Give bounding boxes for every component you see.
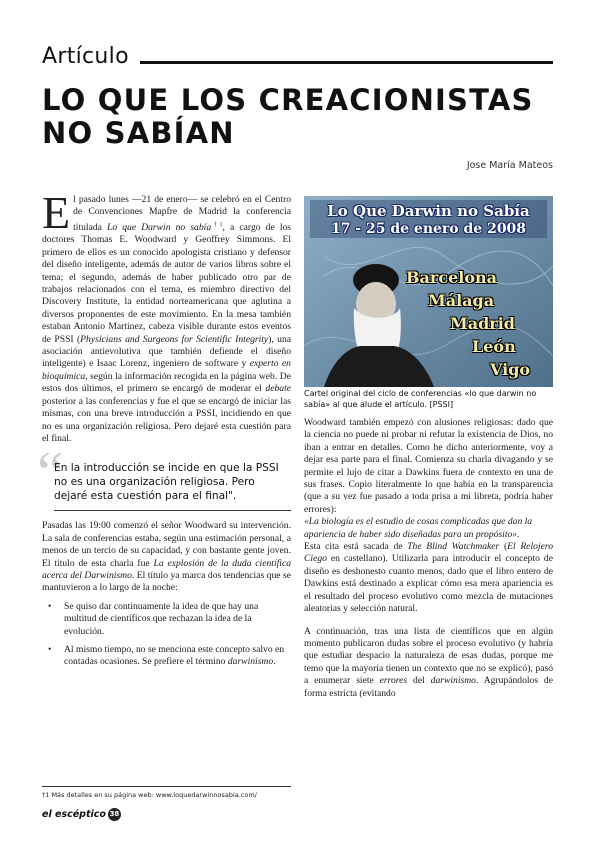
- paragraph: [304, 626, 553, 700]
- city-malaga: Málaga: [428, 291, 495, 310]
- book-title: El Relojero Ciego: [304, 541, 554, 565]
- poster-title: Lo Que Darwin no Sabía: [327, 202, 530, 220]
- author-byline: Jose María Mateos: [466, 160, 553, 171]
- pull-quote-rule: [54, 510, 291, 511]
- bullet-list: [42, 601, 291, 669]
- city-barcelona: Barcelona: [406, 268, 497, 287]
- poster-dates: 17 - 25 de enero de 2008: [330, 221, 527, 237]
- footnote: †1 Más detalles en su página web: www.loquedarwinnosabia.com/: [42, 791, 257, 799]
- paragraph: [42, 520, 291, 594]
- book-title: The Blind Watchmaker: [407, 541, 500, 553]
- list-item-text: Al mismo tiempo, no se menciona este concepto salvo en contadas ocasiones. Se prefiere el término: [64, 643, 285, 668]
- text-run: .: [273, 656, 276, 668]
- pull-quote-text: En la introducción se incide en que la PSSI no es una organización religiosa. Pero dejaré esta cuestión para el final".: [54, 462, 279, 503]
- text-run: (: [499, 541, 508, 553]
- org-name: Physicians and Surgeons for Scientific Integrity: [80, 333, 269, 345]
- text-run: en castellano). Utilizarla para introducir el concepto de diseño es deshonesto cuanto menos, dado que el libro entero de Dawkins está destinado a explicar cómo esa mera apariencia es el resultado del proceso evolutivo como mezcla de mutaciones aleatorias y selección natural.: [304, 553, 553, 615]
- text-run: Pasadas las 19:00 comenzó el señor Woodward su intervención. La sala de conferencias estaba, según una estimación personal, a menos de un tercio de su capacidad, y con bastante gente joven. El título de esta charla fue: [42, 520, 291, 569]
- list-item-text: Se quiso dar continuamente la idea de que hay una multitud de científicos que rechazan la idea de la evolución.: [64, 600, 259, 637]
- list-item: [42, 601, 291, 638]
- paragraph: [304, 541, 553, 615]
- conference-poster-image: [304, 196, 553, 387]
- text-run: A continuación, tras una lista de científicos que en algún momento publicaron dudas sobre el proceso evolutivo (y habría que estudiar despacio la naturaleza de esas dudas, porque me temo que la mayoría tienen un contexto que no se explicó), pasó a enumerar siete: [304, 625, 553, 687]
- paragraph: Woodward también empezó con alusiones religiosas: dado que la ciencia no puede ni probar ni refutar la existencia de Dios, no iban a entrar en detalles. Como he dicho anteriormente, voy a dejar esa parte para el final. Comienza su charla divagando y se permite el lujo de citar a Dawkins fuera de contexto en una de sus frases. Copio literalmente lo que había en la transparencia (que a su vez fue pasado a toda prisa a mi libreta, podría haber errores):: [304, 417, 553, 515]
- left-column: [37, 187, 292, 675]
- emphasis: errores: [379, 675, 408, 687]
- magazine-name: el escéptico: [42, 809, 106, 820]
- text-run: l pasado lunes —21 de enero— se celebró en el Centro de Convenciones Mapfre de Madrid la conferencia titulada: [73, 194, 291, 233]
- emphasis: darwinismo: [227, 656, 274, 668]
- emphasis: debate: [265, 383, 291, 395]
- text-run: , según la información recogida en la página web. De estos dos últimos, el primero se encargó de moderar el: [42, 370, 291, 395]
- talk-title: Lo que Darwin no sabía: [107, 222, 212, 233]
- page-number: 38: [108, 808, 121, 821]
- text-run: Esta cita está sacada de: [304, 541, 408, 553]
- page-footer: [42, 808, 121, 821]
- text-run: . El título ya marca dos tendencias que se mantuvieron a lo largo de la noche:: [42, 569, 291, 594]
- city-leon: León: [472, 337, 516, 356]
- quote-mark-icon: “: [37, 440, 64, 507]
- list-item: [42, 644, 291, 669]
- right-column: [304, 417, 553, 700]
- drop-cap: E: [42, 187, 71, 238]
- city-vigo: Vigo: [490, 360, 531, 379]
- city-madrid: Madrid: [450, 314, 515, 333]
- headline-line-1: LO QUE LOS CREACIONISTAS: [42, 83, 534, 117]
- figure-caption: Cartel original del ciclo de conferencias «lo que darwin no sabía» al que alude el artículo. [PSSI]: [304, 389, 537, 409]
- intro-paragraph: [42, 187, 292, 445]
- section-label: Artículo: [42, 44, 129, 69]
- headline-line-2: NO SABÍAN: [42, 116, 235, 150]
- poster-cities: [402, 266, 552, 381]
- text-run: . Agrupándolos de forma estricta (evitando: [304, 675, 553, 699]
- block-quote: «La biología es el estudio de cosas complicadas que dan la apariencia de haber sido diseñadas para un propósito».: [304, 516, 533, 540]
- emphasis: experto en bioquímica: [42, 358, 291, 382]
- footnote-rule: [42, 786, 291, 787]
- pull-quote: [37, 440, 291, 511]
- text-run: ), una asociación antievolutiva que también defiende el diseño inteligente) e Isaac Lorenz, ingeniero de software y: [42, 333, 292, 370]
- article-headline: [42, 84, 562, 150]
- talk-title: La explosión de la duda científica acerca del Darwinismo: [42, 557, 291, 581]
- text-run: posterior a las conferencias y fue el que se encargó de iniciar las mismas, con una breve introducción a PSSI, incidiendo en que no es una organización religiosa. Pero dejaré esta cuestión para el final.: [42, 395, 291, 444]
- emphasis: darwinismo: [430, 675, 476, 687]
- text-run: , a cargo de los doctores Thomas E. Woodward y Geoffrey Simmons. El primero de ellos es un conocido apologista cristiano y defensor del diseño inteligente, además de autor de varios libros sobre el tema; el segundo, además de haber publicado otro par de trabajos relacionados con el tema, es miembro directivo del Discovery Institute, la entidad norteamericana que aglutina a diversos proponentes de este movimiento. En la mesa también estaban Antonio Martínez, cabeza visible durante estos eventos de PSSI (: [42, 222, 292, 345]
- text-run: del: [407, 675, 431, 687]
- section-rule: [140, 61, 553, 64]
- footnote-ref: †1: [211, 221, 223, 228]
